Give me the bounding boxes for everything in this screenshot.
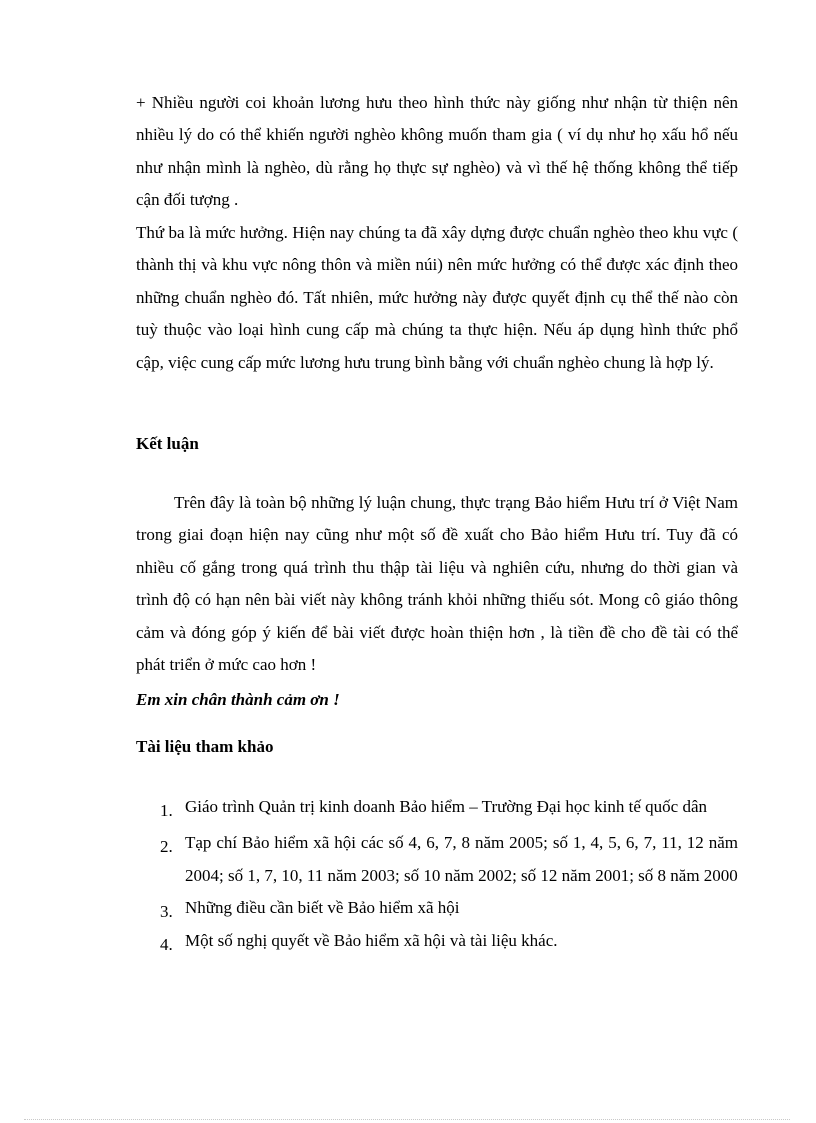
conclusion-paragraph: Trên đây là toàn bộ những lý luận chung, thực trạng Bảo hiểm Hưu trí ở Việt Nam trong giai đoạn hiện nay cũng như một số đề xuất cho Bảo hiểm Hưu trí. Tuy đã có nhiều cố gắng trong quá trình thu thập tài liệu và nghiên cứu, nhưng do thời gian và trình độ có hạn nên bài viết này không tránh khỏi những thiếu sót. Mong cô giáo thông cảm và đóng góp ý kiến để bài viết được hoàn thiện hơn , là tiền đề cho đề tài có thể phát triển ở mức cao hơn ! (136, 493, 738, 675)
reference-item (136, 892, 738, 924)
reference-number: 1. (160, 801, 173, 820)
reference-number: 2. (160, 837, 173, 857)
reference-text: Những điều cần biết về Bảo hiểm xã hội (185, 898, 460, 918)
page-bottom-divider (24, 1119, 790, 1120)
paragraph-pension-note: + Nhiều người coi khoản lương hưu theo hình thức này giống như nhận từ thiện nên nhiều lý do có thể khiến người nghèo không muốn tham gia ( ví dụ như họ xấu hổ nếu như nhận mình là nghèo, dù rằng họ thực sự nghèo) và vì thế hệ thống không thể tiếp cận đối tượng . (136, 93, 738, 210)
reference-item (136, 827, 738, 892)
reference-text: Một số nghị quyết về Bảo hiểm xã hội và tài liệu khác. (185, 930, 558, 950)
conclusion-heading: Kết luận (136, 434, 199, 453)
thanks-line: Em xin chân thành cảm ơn ! (136, 690, 340, 709)
references-heading: Tài liệu tham khảo (136, 737, 274, 756)
reference-number: 4. (160, 934, 173, 954)
reference-number: 3. (160, 902, 173, 922)
reference-text: Giáo trình Quản trị kinh doanh Bảo hiểm – Trường Đại học kinh tế quốc dân (185, 797, 707, 816)
reference-item (136, 791, 738, 823)
reference-item (136, 925, 738, 957)
paragraph-benefit-level: Thứ ba là mức hưởng. Hiện nay chúng ta đã xây dựng được chuẩn nghèo theo khu vực ( thành thị và khu vực nông thôn và miền núi) nên mức hưởng có thể được xác định theo những chuẩn nghèo đó. Tất nhiên, mức hưởng này được quyết định cụ thể thế nào còn tuỳ thuộc vào loại hình cung cấp mà chúng ta thực hiện. Nếu áp dụng hình thức phổ cập, việc cung cấp mức lương hưu trung bình bằng với chuẩn nghèo chung là hợp lý. (136, 223, 738, 372)
references-list (136, 791, 738, 957)
reference-text: Tạp chí Bảo hiểm xã hội các số 4, 6, 7, 8 năm 2005; số 1, 4, 5, 6, 7, 11, 12 năm 2004; số 1, 7, 10, 11 năm 2003; số 10 năm 2002; số 12 năm 2001; số 8 năm 2000 (185, 833, 738, 885)
